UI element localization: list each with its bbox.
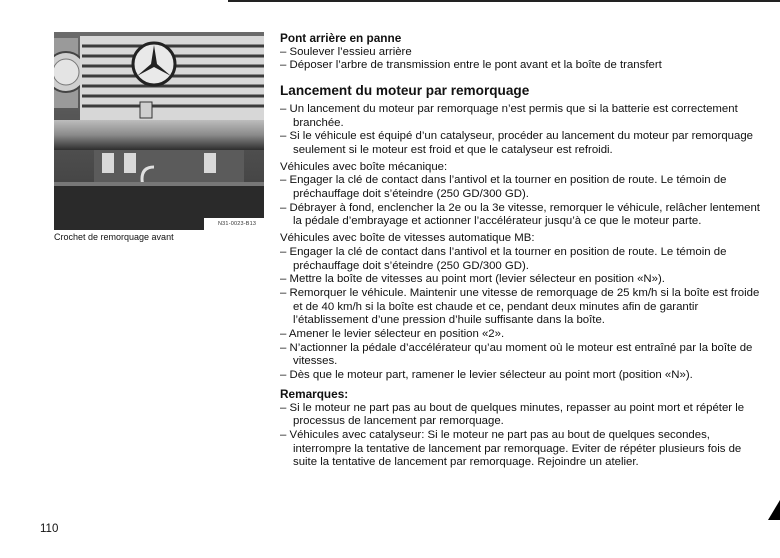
list-item: – Débrayer à fond, enclencher la 2e ou la 3e vitesse, remorquer le véhicule, relâcher lentement la pédale d’embrayage et actionner l’accélérateur jusqu’à ce que le moteur parte. (280, 201, 760, 228)
list-item: – Dès que le moteur part, ramener le levier sélecteur au point mort (position «N»). (280, 369, 693, 382)
figure-code: N31-0023-B13 (218, 221, 257, 227)
list-item: – Engager la clé de contact dans l’antivol et la tourner en position de route. Le témoin de préchauffage doit s’éteindre (250 GD/300 GD). (280, 174, 727, 201)
top-rule (228, 0, 780, 2)
figure-caption: Crochet de remorquage avant (54, 232, 174, 242)
list-item: – Déposer l’arbre de transmission entre le pont avant et la boîte de transfert (280, 59, 662, 72)
corner-mark (768, 500, 780, 520)
list-item: – Amener le levier sélecteur en position «2». (280, 328, 505, 341)
list-item: – Si le véhicule est équipé d’un catalyseur, procéder au lancement du moteur par remorquage seulement si le moteur est froid et que le catalyseur est refroidi. (280, 130, 753, 156)
page-number: 110 (40, 523, 59, 535)
grille-illustration (54, 32, 264, 230)
text-column (280, 32, 760, 470)
vehicle-front-grille-photo (54, 32, 264, 230)
list-item: – Remorquer le véhicule. Maintenir une vitesse de remorquage de 25 km/h si la boîte est froide et de 40 km/h si la boîte est chaude et ce, pendant deux minutes afin de garantir l’établissement d’une pression d’huile suffisante dans la boîte. (280, 286, 760, 327)
list-item: – Un lancement du moteur par remorquage n’est permis que si la batterie est correctement branchée. (280, 102, 738, 129)
list-item: – Engager la clé de contact dans l’antivol et la tourner en position de route. Le témoin de préchauffage doit s’éteindre (250 GD/300 GD). (280, 245, 727, 272)
list-item: – Véhicules avec catalyseur: Si le moteur ne part pas au bout de quelques secondes, interrompre la tentative de lancement par remorquage. Eviter de répéter plusieurs fois de suite la tentative de lancement par remorquage. Rejoindre un atelier. (280, 428, 742, 469)
section-heading-pont-arriere: Pont arrière en panne (280, 31, 402, 45)
subheading-boite-mecanique: Véhicules avec boîte mécanique: (280, 160, 448, 173)
list-item: – Si le moteur ne part pas au bout de quelques minutes, repasser au point mort et répéter le processus de lancement par remorquage. (280, 401, 745, 428)
section-heading-remarques: Remarques: (280, 386, 349, 401)
subheading-boite-automatique: Véhicules avec boîte de vitesses automatique MB: (280, 232, 535, 245)
list-item: – N’actionner la pédale d’accélérateur qu’au moment où le moteur est entraîné par la boîte de vitesses. (280, 341, 753, 368)
list-item: – Mettre la boîte de vitesses au point mort (levier sélecteur en position «N»). (280, 273, 665, 286)
section-heading-lancement: Lancement du moteur par remorquage (280, 83, 530, 99)
list-item: – Soulever l’essieu arrière (280, 45, 412, 58)
